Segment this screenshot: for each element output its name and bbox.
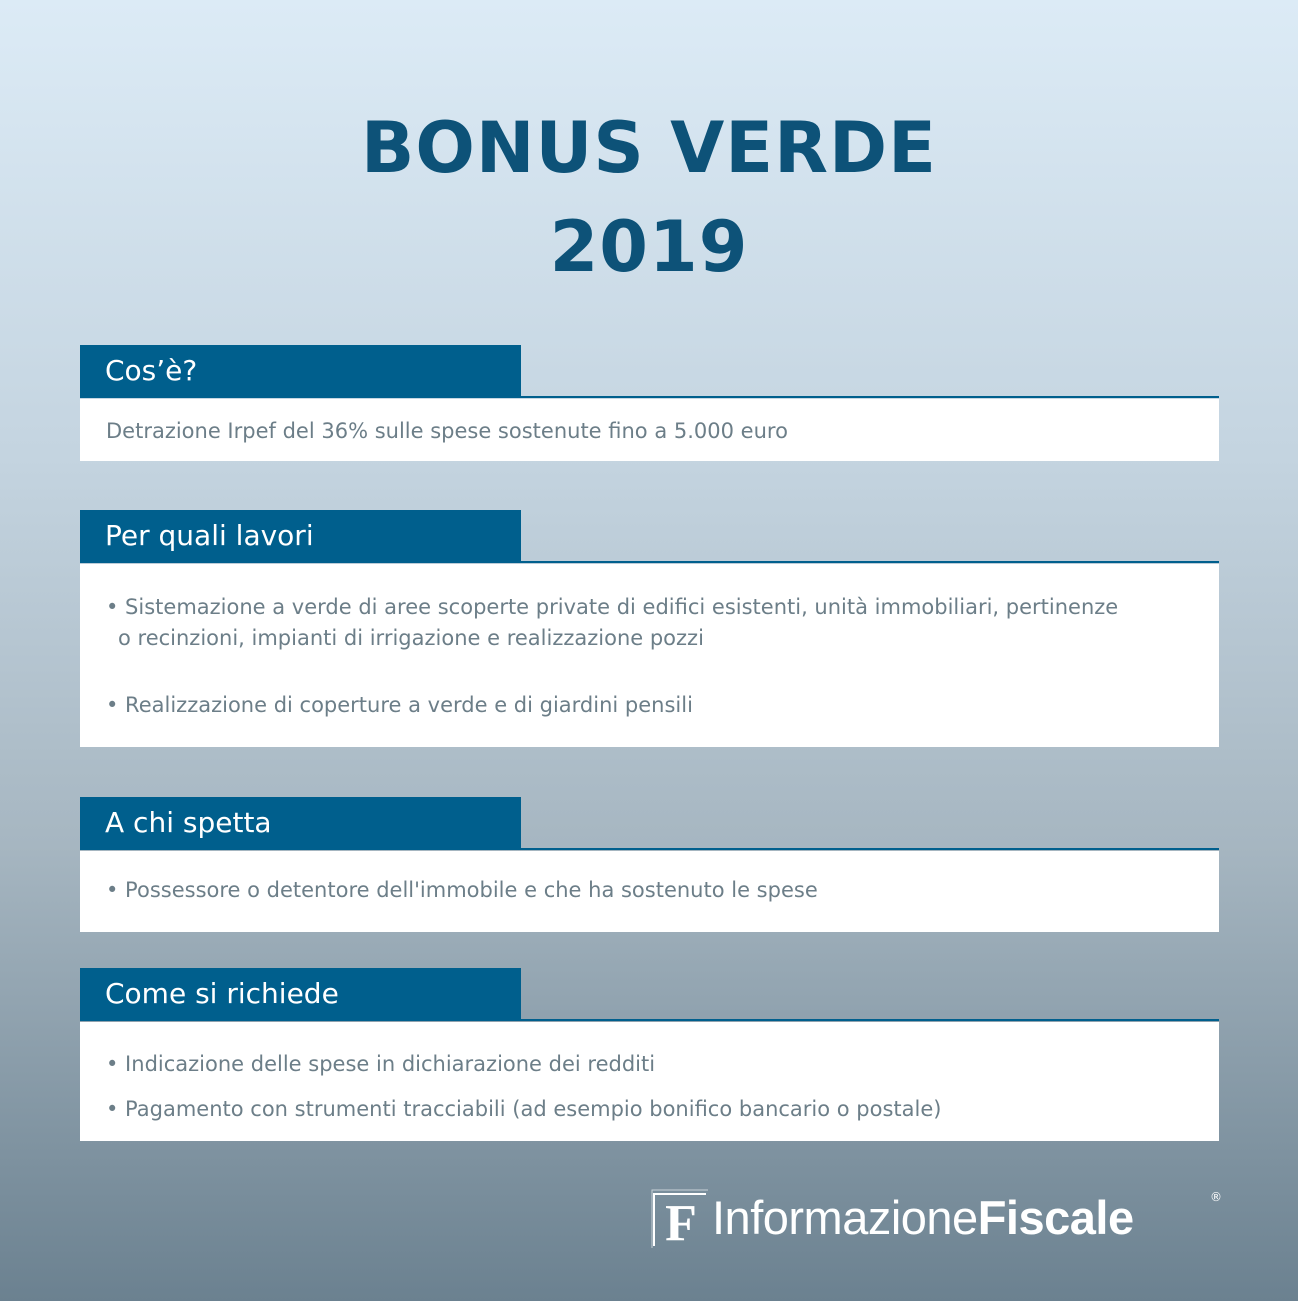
page-title: BONUS VERDE [361, 107, 937, 189]
section-header [80, 345, 1219, 399]
section-body [80, 564, 1219, 747]
section-text: Detrazione Irpef del 36% sulle spese sostenute fino a 5.000 euro [106, 419, 788, 443]
list-item: • Possessore o detentore dell'immobile e che ha sostenuto le spese [106, 878, 818, 902]
logo-mark-letter: F [665, 1195, 697, 1248]
list-item-continued: o recinzioni, impianti di irrigazione e realizzazione pozzi [118, 626, 704, 650]
section-what-is-it [80, 345, 1219, 461]
section-heading: Cos’è? [80, 345, 521, 397]
section-body [80, 399, 1219, 461]
section-heading: Per quali lavori [80, 510, 521, 562]
section-heading: Come si richiede [80, 968, 521, 1020]
list-item: • Pagamento con strumenti tracciabili (ad esempio bonifico bancario o postale) [106, 1097, 942, 1121]
list-item: • Sistemazione a verde di aree scoperte private di edifici esistenti, unità immobiliari, pertinenze [106, 595, 1119, 619]
section-divider [80, 561, 1219, 563]
page-title-year: 2019 [549, 206, 749, 288]
section-heading: A chi spetta [80, 797, 521, 849]
section-body [80, 851, 1219, 932]
section-body [80, 1022, 1219, 1141]
section-header [80, 968, 1219, 1022]
section-which-works [80, 510, 1219, 747]
list-item: • Realizzazione di coperture a verde e di giardini pensili [106, 693, 693, 717]
logo-text-bold: Fiscale [977, 1191, 1134, 1244]
logo-f-icon [650, 1188, 710, 1248]
section-how-to-request [80, 968, 1219, 1141]
section-who-is-entitled [80, 797, 1219, 932]
section-divider [80, 1019, 1219, 1021]
section-header [80, 510, 1219, 564]
list-item: • Indicazione delle spese in dichiarazione dei redditi [106, 1052, 656, 1076]
section-divider [80, 396, 1219, 398]
logo-wordmark [712, 1190, 1134, 1245]
brand-logo [650, 1188, 1220, 1250]
registered-mark: ® [1210, 1190, 1222, 1204]
section-divider [80, 848, 1219, 850]
section-header [80, 797, 1219, 851]
logo-text-light: Informazione [712, 1191, 978, 1244]
